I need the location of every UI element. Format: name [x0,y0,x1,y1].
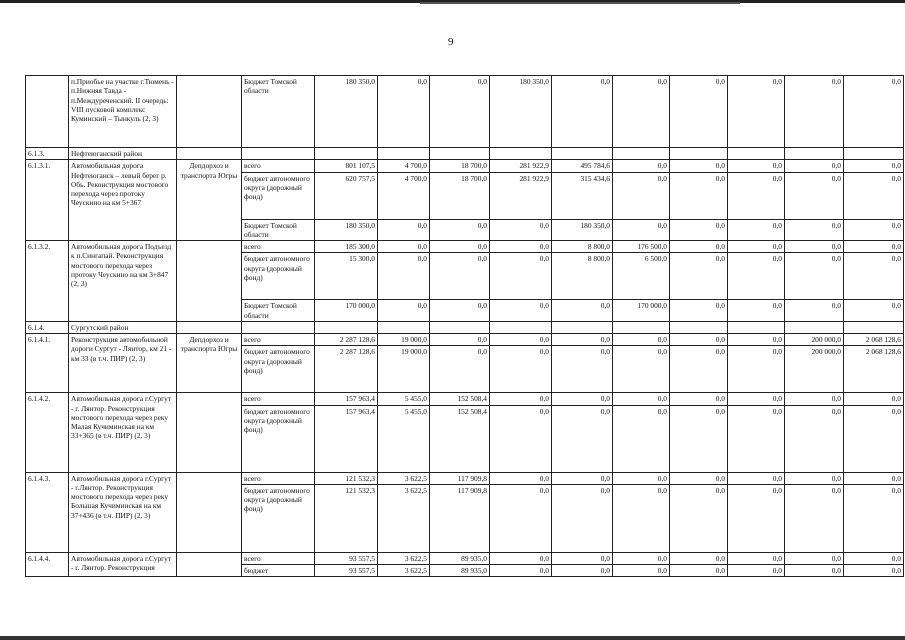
empty-cell [552,148,613,160]
amount-cell: 0,0 [490,565,552,577]
scan-edge-top-mark [420,2,740,4]
row-code: 6.1.4.1. [26,334,69,393]
amount-cell: 0,0 [844,565,904,577]
amount-cell: 0,0 [378,76,430,148]
amount-cell: 0,0 [844,241,904,253]
amount-cell: 0,0 [490,253,552,300]
empty-cell [844,148,904,160]
funding-source: всего [242,334,315,346]
amount-cell: 620 757,5 [315,172,378,219]
amount-cell: 0,0 [613,552,670,564]
amount-cell: 0,0 [430,219,490,241]
section-title: Сургутский район [69,321,177,333]
empty-cell [315,148,378,160]
amount-cell: 3 622,5 [378,552,430,564]
amount-cell: 0,0 [430,76,490,148]
responsible-org [177,76,242,148]
amount-cell: 18 700,0 [430,172,490,219]
amount-cell: 0,0 [785,393,844,405]
amount-cell: 0,0 [785,405,844,472]
empty-cell [728,148,785,160]
funding-source: бюджет автономного округа (дорожный фонд) [242,253,315,300]
row-code [26,76,69,148]
row-code: 6.1.4.2. [26,393,69,472]
amount-cell: 0,0 [490,300,552,322]
object-name: Реконструкция автомобильной дороги Сургут - Лянтор, км 21 - км 33 (в т.ч. ПИР) (2, 3) [69,334,177,393]
amount-cell: 0,0 [785,472,844,484]
amount-cell: 0,0 [490,219,552,241]
amount-cell: 152 508,4 [430,405,490,472]
amount-cell: 0,0 [613,405,670,472]
amount-cell: 0,0 [430,346,490,393]
amount-cell: 89 935,0 [430,565,490,577]
amount-cell: 0,0 [670,172,728,219]
row-code: 6.1.3.2. [26,241,69,322]
amount-cell: 0,0 [430,334,490,346]
amount-cell: 0,0 [613,484,670,552]
table-row [26,241,904,253]
amount-cell: 0,0 [728,405,785,472]
amount-cell: 0,0 [378,219,430,241]
row-code: 6.1.3.1. [26,160,69,241]
amount-cell: 0,0 [490,405,552,472]
amount-cell: 0,0 [613,160,670,172]
amount-cell: 0,0 [378,253,430,300]
amount-cell: 0,0 [552,393,613,405]
section-code: 6.1.3. [26,148,69,160]
empty-cell [613,148,670,160]
amount-cell: 19 000,0 [378,334,430,346]
amount-cell: 0,0 [844,393,904,405]
empty-cell [177,148,242,160]
amount-cell: 200 000,0 [785,346,844,393]
object-name: п.Приобье на участке г.Тюмень - п.Нижняя Тавда - п.Междуреченский. II очередь: VIII пусковой комплекс Куминский – Тынкуль (2, 3) [69,76,177,148]
amount-cell: 0,0 [670,393,728,405]
responsible-org [177,472,242,552]
amount-cell: 0,0 [670,405,728,472]
amount-cell: 0,0 [613,334,670,346]
amount-cell: 0,0 [785,160,844,172]
funding-source: бюджет автономного округа (дорожный фонд) [242,405,315,472]
table-row [26,552,904,564]
empty-cell [728,321,785,333]
amount-cell: 0,0 [378,241,430,253]
amount-cell: 0,0 [728,484,785,552]
amount-cell: 0,0 [552,76,613,148]
amount-cell: 0,0 [670,552,728,564]
amount-cell: 0,0 [552,300,613,322]
amount-cell: 185 300,0 [315,241,378,253]
amount-cell: 170 000,0 [613,300,670,322]
empty-cell [670,148,728,160]
table-row [26,76,904,148]
amount-cell: 0,0 [785,552,844,564]
amount-cell: 0,0 [670,334,728,346]
amount-cell: 19 000,0 [378,346,430,393]
amount-cell: 0,0 [552,405,613,472]
amount-cell: 0,0 [728,334,785,346]
amount-cell: 0,0 [613,76,670,148]
empty-cell [670,321,728,333]
amount-cell: 170 000,0 [315,300,378,322]
program-financing-table [25,75,904,577]
table-row [26,334,904,346]
object-name: Автомобильная дорога Подъезд к п.Сингапай. Реконструкция мостового перехода через протоку Чеускино на км 3+847 (2, 3) [69,241,177,322]
amount-cell: 0,0 [844,76,904,148]
amount-cell: 0,0 [670,76,728,148]
amount-cell: 0,0 [728,565,785,577]
amount-cell: 0,0 [844,552,904,564]
responsible-org [177,552,242,577]
amount-cell: 0,0 [844,160,904,172]
empty-cell [613,321,670,333]
funding-source: бюджет автономного округа (дорожный фонд) [242,172,315,219]
amount-cell: 801 107,5 [315,160,378,172]
amount-cell: 0,0 [785,565,844,577]
amount-cell: 0,0 [552,484,613,552]
empty-cell [844,321,904,333]
amount-cell: 0,0 [844,172,904,219]
object-name: Автомобильная дорога г.Сургут - г.Лянтор. Реконструкция мостового перехода через реку Большая Кучиминская на км 37+436 (в т.ч. ПИР) (2, 3) [69,472,177,552]
empty-cell [785,148,844,160]
amount-cell: 0,0 [490,346,552,393]
amount-cell: 0,0 [785,484,844,552]
amount-cell: 0,0 [430,241,490,253]
object-name: Автомобильная дорога г.Сургут - г. Лянтор. Реконструкция мостового перехода через реку Малая Кучиминская на км 33+365 (в т.ч. ПИР) (2, 3) [69,393,177,472]
empty-cell [242,148,315,160]
amount-cell: 0,0 [613,219,670,241]
empty-cell [378,321,430,333]
amount-cell: 89 935,0 [430,552,490,564]
amount-cell: 0,0 [613,172,670,219]
amount-cell: 281 922,9 [490,172,552,219]
amount-cell: 0,0 [728,76,785,148]
amount-cell: 0,0 [378,300,430,322]
responsible-org: Депдорхоз и транспорта Югры [177,160,242,241]
funding-source: всего [242,160,315,172]
amount-cell: 157 963,4 [315,393,378,405]
amount-cell: 0,0 [552,552,613,564]
amount-cell: 93 557,5 [315,565,378,577]
funding-source: бюджет автономного округа (дорожный фонд) [242,346,315,393]
amount-cell: 15 300,0 [315,253,378,300]
amount-cell: 0,0 [844,472,904,484]
amount-cell: 0,0 [785,253,844,300]
row-code: 6.1.4.4. [26,552,69,577]
amount-cell: 3 622,5 [378,472,430,484]
empty-cell [490,321,552,333]
funding-source: всего [242,472,315,484]
amount-cell: 0,0 [844,484,904,552]
amount-cell: 157 963,4 [315,405,378,472]
amount-cell: 315 434,6 [552,172,613,219]
amount-cell: 0,0 [490,393,552,405]
amount-cell: 180 350,0 [552,219,613,241]
amount-cell: 176 500,0 [613,241,670,253]
amount-cell: 5 455,0 [378,405,430,472]
amount-cell: 180 350,0 [315,219,378,241]
amount-cell: 0,0 [670,160,728,172]
amount-cell: 0,0 [670,346,728,393]
amount-cell: 2 068 128,6 [844,346,904,393]
amount-cell: 0,0 [728,253,785,300]
page-number: 9 [448,36,454,48]
empty-cell [430,321,490,333]
amount-cell: 93 557,5 [315,552,378,564]
amount-cell: 3 622,5 [378,484,430,552]
section-row [26,321,904,333]
amount-cell: 0,0 [728,160,785,172]
amount-cell: 0,0 [613,393,670,405]
amount-cell: 0,0 [552,472,613,484]
amount-cell: 0,0 [844,253,904,300]
section-row [26,148,904,160]
empty-cell [552,321,613,333]
amount-cell: 281 922,9 [490,160,552,172]
row-code: 6.1.4.3. [26,472,69,552]
amount-cell: 2 287 128,6 [315,334,378,346]
amount-cell: 0,0 [670,241,728,253]
empty-cell [242,321,315,333]
amount-cell: 8 800,0 [552,241,613,253]
amount-cell: 0,0 [552,565,613,577]
amount-cell: 3 622,5 [378,565,430,577]
amount-cell: 0,0 [728,241,785,253]
amount-cell: 0,0 [844,405,904,472]
amount-cell: 0,0 [670,300,728,322]
amount-cell: 0,0 [430,300,490,322]
amount-cell: 180 350,0 [490,76,552,148]
amount-cell: 0,0 [613,472,670,484]
amount-cell: 200 000,0 [785,334,844,346]
amount-cell: 5 455,0 [378,393,430,405]
amount-cell: 180 350,0 [315,76,378,148]
funding-source: всего [242,393,315,405]
amount-cell: 2 068 128,6 [844,334,904,346]
funding-source: всего [242,241,315,253]
amount-cell: 6 500,0 [613,253,670,300]
amount-cell: 121 532,3 [315,484,378,552]
object-name: Автомобильная дорога Нефтеюганск – левый берег р. Обь. Реконструкция мостового перехода через протоку Чеускино на км 5+367 [69,160,177,241]
empty-cell [785,321,844,333]
funding-source: Бюджет Томской области [242,300,315,322]
amount-cell: 117 909,8 [430,484,490,552]
amount-cell: 0,0 [785,76,844,148]
section-code: 6.1.4. [26,321,69,333]
amount-cell: 0,0 [613,346,670,393]
responsible-org [177,393,242,472]
empty-cell [490,148,552,160]
amount-cell: 0,0 [670,472,728,484]
empty-cell [315,321,378,333]
amount-cell: 0,0 [490,552,552,564]
amount-cell: 0,0 [785,172,844,219]
amount-cell: 0,0 [670,565,728,577]
table-row [26,472,904,484]
amount-cell: 0,0 [728,472,785,484]
amount-cell: 0,0 [490,241,552,253]
amount-cell: 152 508,4 [430,393,490,405]
amount-cell: 0,0 [670,484,728,552]
funding-source: бюджет [242,565,315,577]
amount-cell: 0,0 [728,346,785,393]
amount-cell: 121 532,3 [315,472,378,484]
amount-cell: 0,0 [728,219,785,241]
amount-cell: 2 287 128,6 [315,346,378,393]
responsible-org: Депдорхоз и транспорта Югры [177,334,242,393]
scan-edge-bottom [0,636,905,640]
empty-cell [430,148,490,160]
amount-cell: 0,0 [728,300,785,322]
object-name: Автомобильная дорога г.Сургут - г. Лянтор. Реконструкция [69,552,177,577]
amount-cell: 0,0 [728,172,785,219]
amount-cell: 0,0 [430,253,490,300]
amount-cell: 0,0 [552,334,613,346]
responsible-org [177,241,242,322]
empty-cell [378,148,430,160]
amount-cell: 0,0 [728,393,785,405]
amount-cell: 117 909,8 [430,472,490,484]
table-row [26,160,904,172]
amount-cell: 0,0 [785,300,844,322]
amount-cell: 0,0 [670,253,728,300]
amount-cell: 495 784,6 [552,160,613,172]
amount-cell: 4 700,0 [378,160,430,172]
amount-cell: 0,0 [613,565,670,577]
funding-source: Бюджет Томской области [242,219,315,241]
funding-source: бюджет автономного округа (дорожный фонд) [242,484,315,552]
empty-cell [177,321,242,333]
amount-cell: 0,0 [728,552,785,564]
amount-cell: 0,0 [490,334,552,346]
amount-cell: 0,0 [552,346,613,393]
amount-cell: 0,0 [490,472,552,484]
amount-cell: 0,0 [490,484,552,552]
table-row [26,393,904,405]
amount-cell: 0,0 [844,300,904,322]
amount-cell: 0,0 [670,219,728,241]
amount-cell: 0,0 [785,219,844,241]
funding-source: всего [242,552,315,564]
amount-cell: 0,0 [844,219,904,241]
amount-cell: 4 700,0 [378,172,430,219]
amount-cell: 8 800,0 [552,253,613,300]
funding-source: Бюджет Томской области [242,76,315,148]
amount-cell: 0,0 [785,241,844,253]
amount-cell: 18 700,0 [430,160,490,172]
section-title: Нефтеюганский район [69,148,177,160]
